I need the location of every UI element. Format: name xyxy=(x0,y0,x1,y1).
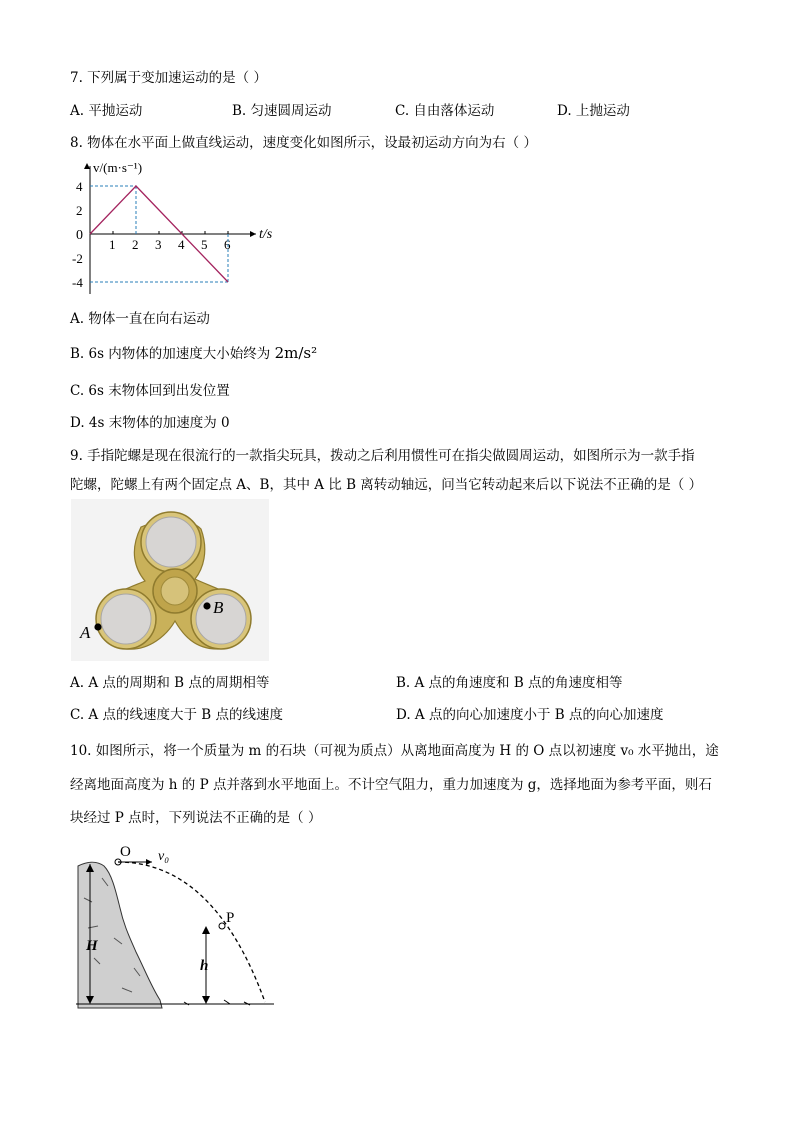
x-tick-label: 5 xyxy=(201,237,208,252)
q10-stem-line1: 10. 如图所示，将一个质量为 m 的石块（可视为质点）从离地面高度为 H 的 O 点以初速度 v₀ 水平抛出，途 xyxy=(70,743,719,759)
point-p xyxy=(219,923,225,929)
q10-stem-line2: 经离地面高度为 h 的 P 点并落到水平地面上。不计空气阻力，重力加速度为 g，选择地面为参考平面，则石 xyxy=(70,777,712,793)
label-big-h: H xyxy=(86,938,98,954)
q8-option-a[interactable]: A. 物体一直在向右运动 xyxy=(70,311,210,327)
label-p: P xyxy=(226,910,235,926)
q9-stem-line2: 陀螺，陀螺上有两个固定点 A、B，其中 A 比 B 离转动轴远，问当它转动起来后以下说法不正确的是（ ） xyxy=(70,477,703,493)
point-b-label: B xyxy=(213,598,224,617)
velocity-time-chart xyxy=(66,152,296,298)
q8-option-c[interactable]: C. 6s 末物体回到出发位置 xyxy=(70,383,230,399)
origin-label: 0 xyxy=(76,228,83,243)
q7-option-b[interactable]: B. 匀速圆周运动 xyxy=(232,103,332,119)
x-tick-label: 4 xyxy=(178,237,185,252)
q7-stem: 7. 下列属于变加速运动的是（ ） xyxy=(70,70,267,86)
x-tick-label: 6 xyxy=(224,237,231,252)
q7-option-c[interactable]: C. 自由落体运动 xyxy=(395,103,495,119)
q7-option-a[interactable]: A. 平抛运动 xyxy=(70,103,143,119)
point-b-marker xyxy=(203,602,210,609)
q8-option-b-value: 2m/s² xyxy=(274,344,318,362)
fidget-spinner-figure xyxy=(71,499,269,661)
q8-option-d[interactable]: D. 4s 末物体的加速度为 0 xyxy=(70,415,230,431)
y-tick-label: 2 xyxy=(76,203,83,218)
y-tick-label: -2 xyxy=(72,251,83,266)
y-axis-label: v/(m·s⁻¹) xyxy=(93,160,143,175)
x-tick-label: 1 xyxy=(109,237,116,252)
q8-option-b[interactable] xyxy=(70,342,317,362)
q7-option-d[interactable]: D. 上抛运动 xyxy=(557,103,630,119)
x-axis-label: t/s xyxy=(259,227,273,242)
label-v0: v₀ xyxy=(158,849,170,864)
cliff-shape xyxy=(78,862,162,1008)
q10-stem-line3: 块经过 P 点时，下列说法不正确的是（ ） xyxy=(70,810,322,826)
q8-stem: 8. 物体在水平面上做直线运动，速度变化如图所示，设最初运动方向为右（ ） xyxy=(70,135,537,151)
point-a-marker xyxy=(94,623,101,630)
projectile-figure xyxy=(74,838,280,1010)
q9-option-d[interactable]: D. A 点的向心加速度小于 B 点的向心加速度 xyxy=(396,707,664,723)
y-tick-label: -4 xyxy=(72,275,83,290)
label-h: h xyxy=(200,958,209,974)
x-tick-label: 2 xyxy=(132,237,139,252)
y-tick-label: 4 xyxy=(76,179,83,194)
q9-option-b[interactable]: B. A 点的角速度和 B 点的角速度相等 xyxy=(396,675,623,691)
q9-option-a[interactable]: A. A 点的周期和 B 点的周期相等 xyxy=(70,675,270,691)
point-a-label: A xyxy=(80,623,91,642)
q8-option-b-text: B. 6s 内物体的加速度大小始终为 xyxy=(70,346,271,362)
q9-stem-line1: 9. 手指陀螺是现在很流行的一款指尖玩具，拨动之后利用惯性可在指尖做圆周运动，如图所示为一款手指 xyxy=(70,448,695,464)
x-tick-label: 3 xyxy=(155,237,162,252)
label-o: O xyxy=(120,844,131,860)
q9-option-c[interactable]: C. A 点的线速度大于 B 点的线速度 xyxy=(70,707,283,723)
